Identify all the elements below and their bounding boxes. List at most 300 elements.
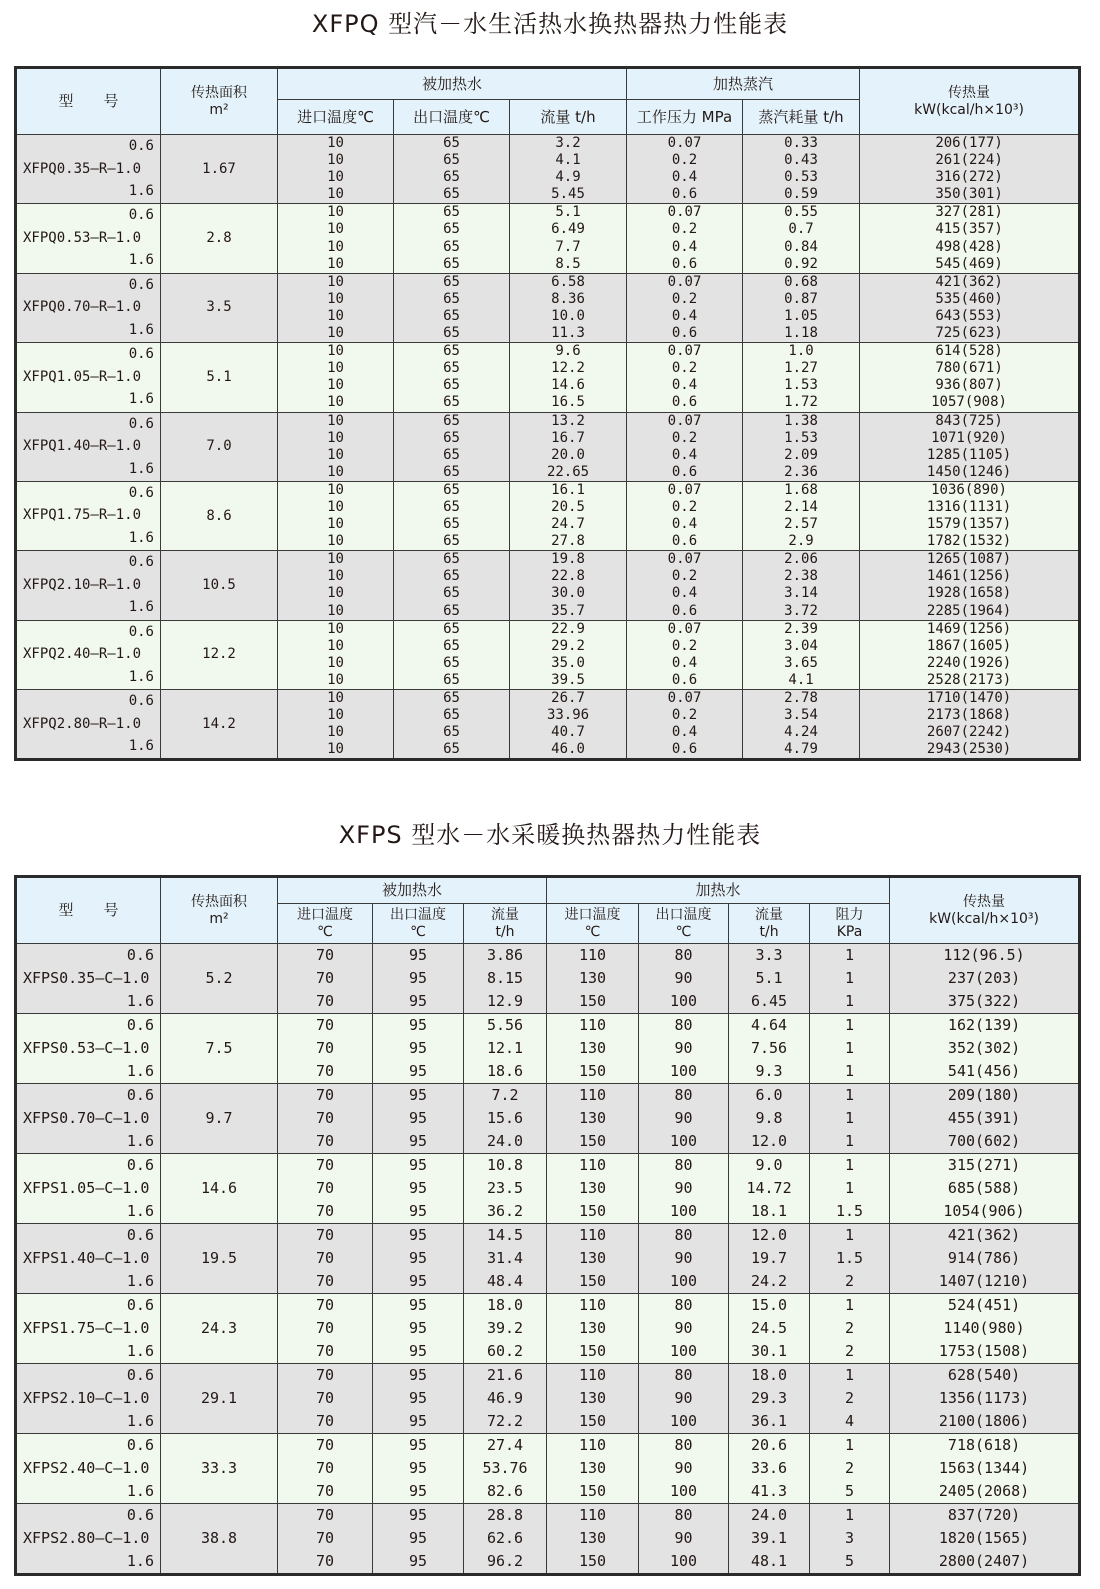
cell-value: 0.2 <box>671 637 698 654</box>
model-cell <box>16 1224 161 1294</box>
pressure-rating-high: 1.6 <box>128 668 154 685</box>
cell-value: 10 <box>327 307 344 324</box>
cell-value: 95 <box>408 1016 428 1034</box>
data-cell <box>639 1154 729 1224</box>
cell-value: 90 <box>674 1529 693 1547</box>
cell-value: 100 <box>669 1132 698 1150</box>
data-cell <box>639 1014 729 1084</box>
model-cell <box>16 1364 161 1434</box>
cell-value: 1 <box>845 1506 855 1524</box>
data-cell <box>373 1364 464 1434</box>
cell-value: 0.4 <box>671 238 698 255</box>
cell-value: 65 <box>443 481 460 498</box>
cell-value: 65 <box>443 602 460 619</box>
model-cell <box>16 690 161 760</box>
cell-value: 10 <box>327 707 344 724</box>
cell-value: 4.9 <box>555 169 581 186</box>
heat-transfer-area: 2.8 <box>161 204 278 273</box>
cell-value: 936(807) <box>935 377 1003 394</box>
data-cell <box>510 690 627 760</box>
cell-value: 0.07 <box>667 135 702 151</box>
header-heating-outlet-temp <box>639 904 729 944</box>
cell-value: 65 <box>443 498 460 515</box>
cell-value: 2 <box>845 1272 855 1290</box>
cell-value: 0.2 <box>671 429 698 446</box>
cell-value: 316(272) <box>935 169 1003 186</box>
data-cell <box>639 1364 729 1434</box>
model-group <box>16 1224 1080 1294</box>
cell-value: 22.9 <box>551 620 585 637</box>
cell-value: 1.05 <box>784 307 818 324</box>
cell-value: 725(623) <box>935 325 1003 342</box>
header-heating-outlet-label: 出口温度 <box>655 906 712 923</box>
data-cell <box>743 620 860 689</box>
cell-value: 21.6 <box>486 1366 524 1384</box>
data-cell <box>729 1504 810 1575</box>
cell-value: 2.38 <box>784 568 818 585</box>
cell-value: 95 <box>408 1179 428 1197</box>
cell-value: 65 <box>443 690 460 706</box>
heat-transfer-area: 29.1 <box>161 1364 278 1434</box>
model-group <box>16 204 1080 273</box>
data-cell <box>373 944 464 1014</box>
pressure-rating-high: 1.6 <box>128 183 154 199</box>
data-cell <box>547 1434 639 1504</box>
cell-value: 1 <box>845 946 855 964</box>
data-cell <box>510 412 627 481</box>
model-name: XFPS1.75—C—1.0 <box>23 1319 150 1337</box>
header-inlet-temp: 进口温度℃ <box>278 100 394 135</box>
cell-value: 1 <box>845 1296 855 1314</box>
cell-value: 0.84 <box>784 238 818 255</box>
cell-value: 1 <box>845 1109 855 1127</box>
data-cell <box>464 1364 547 1434</box>
cell-value: 10 <box>327 325 344 342</box>
cell-value: 0.92 <box>784 255 818 272</box>
header-pressure: 工作压力 MPa <box>627 100 743 135</box>
cell-value: 110 <box>578 1436 607 1454</box>
cell-value: 9.3 <box>755 1062 783 1080</box>
header-heat-unit: kW(kcal/h×10³) <box>929 910 1039 927</box>
cell-value: 65 <box>443 152 460 169</box>
cell-value: 70 <box>315 1529 335 1547</box>
cell-value: 70 <box>315 1296 335 1314</box>
cell-value: 16.5 <box>551 394 585 411</box>
data-cell <box>890 1504 1080 1575</box>
pressure-rating-low: 0.6 <box>128 346 154 363</box>
cell-value: 70 <box>315 1412 335 1430</box>
data-cell <box>278 1154 373 1224</box>
model-name: XFPS0.53—C—1.0 <box>23 1039 150 1057</box>
pressure-rating-high: 1.6 <box>128 460 154 477</box>
data-cell <box>810 1084 890 1154</box>
cell-value: 352(302) <box>947 1039 1021 1057</box>
cell-value: 95 <box>408 1412 428 1430</box>
cell-value: 65 <box>443 307 460 324</box>
cell-value: 1071(920) <box>931 429 1007 446</box>
cell-value: 10 <box>327 671 344 688</box>
data-cell <box>278 481 394 550</box>
cell-value: 2800(2407) <box>938 1552 1030 1570</box>
cell-value: 100 <box>669 1482 698 1500</box>
cell-value: 498(428) <box>935 238 1003 255</box>
cell-value: 100 <box>669 1272 698 1290</box>
cell-value: 130 <box>578 1459 607 1477</box>
cell-value: 35.7 <box>551 602 585 619</box>
cell-value: 70 <box>315 1272 335 1290</box>
cell-value: 27.4 <box>486 1436 524 1454</box>
cell-value: 96.2 <box>486 1552 524 1570</box>
cell-value: 95 <box>408 1062 428 1080</box>
cell-value: 1867(1605) <box>926 637 1012 654</box>
cell-value: 0.4 <box>671 446 698 463</box>
header-flow: 流量 t/h <box>510 100 627 135</box>
cell-value: 0.2 <box>671 360 698 377</box>
data-cell <box>394 273 510 342</box>
cell-value: 1 <box>845 1039 855 1057</box>
data-cell <box>810 1224 890 1294</box>
header-heating-steam: 加热蒸汽 <box>627 68 860 100</box>
cell-value: 53.76 <box>482 1459 528 1477</box>
xfps-performance-table <box>14 875 1081 1576</box>
data-cell <box>890 1154 1080 1224</box>
cell-value: 100 <box>669 992 698 1010</box>
header-area <box>161 877 278 944</box>
cell-value: 1.53 <box>784 377 818 394</box>
table-row <box>16 1364 1080 1434</box>
data-cell <box>510 551 627 620</box>
cell-value: 65 <box>443 221 460 238</box>
cell-value: 4.24 <box>784 724 818 741</box>
cell-value: 0.6 <box>671 602 698 619</box>
data-cell <box>394 620 510 689</box>
cell-value: 95 <box>408 1109 428 1127</box>
data-cell <box>547 1504 639 1575</box>
cell-value: 10 <box>327 221 344 238</box>
cell-value: 1 <box>845 1436 855 1454</box>
cell-value: 130 <box>578 1389 607 1407</box>
data-cell <box>510 343 627 412</box>
cell-value: 100 <box>669 1342 698 1360</box>
cell-value: 95 <box>408 1039 428 1057</box>
cell-value: 70 <box>315 1202 335 1220</box>
model-group <box>16 1504 1080 1575</box>
model-name: XFPQ2.10—R—1.0 <box>23 576 142 593</box>
cell-value: 150 <box>578 1272 607 1290</box>
cell-value: 10 <box>327 637 344 654</box>
data-cell <box>890 1434 1080 1504</box>
cell-value: 0.6 <box>671 255 698 272</box>
cell-value: 10 <box>327 741 344 758</box>
cell-value: 80 <box>674 1156 693 1174</box>
cell-value: 7.2 <box>491 1086 519 1104</box>
pressure-rating-low: 0.6 <box>126 946 154 964</box>
data-cell <box>464 1084 547 1154</box>
cell-value: 65 <box>443 135 460 151</box>
cell-value: 130 <box>578 1319 607 1337</box>
header-area-unit: m² <box>209 910 229 927</box>
cell-value: 1036(890) <box>931 481 1007 498</box>
cell-value: 628(540) <box>947 1366 1021 1384</box>
cell-value: 524(451) <box>947 1296 1021 1314</box>
cell-value: 110 <box>578 1086 607 1104</box>
model-group <box>16 135 1080 204</box>
model-cell <box>16 1154 161 1224</box>
cell-value: 70 <box>315 1226 335 1244</box>
cell-value: 10 <box>327 238 344 255</box>
header-heating-inlet-label: 进口温度 <box>564 906 621 923</box>
cell-value: 545(469) <box>935 255 1003 272</box>
cell-value: 22.8 <box>551 568 585 585</box>
cell-value: 315(271) <box>947 1156 1021 1174</box>
cell-value: 6.0 <box>755 1086 783 1104</box>
model-group <box>16 273 1080 342</box>
data-cell <box>810 1434 890 1504</box>
cell-value: 2.57 <box>784 516 818 533</box>
data-cell <box>394 412 510 481</box>
cell-value: 10 <box>327 463 344 480</box>
model-name: XFPS1.40—C—1.0 <box>23 1249 150 1267</box>
cell-value: 150 <box>578 1342 607 1360</box>
cell-value: 2607(2242) <box>926 724 1012 741</box>
data-cell <box>627 551 743 620</box>
cell-value: 10 <box>327 204 344 221</box>
cell-value: 110 <box>578 1506 607 1524</box>
header-inlet-temp <box>278 904 373 944</box>
cell-value: 10 <box>327 498 344 515</box>
table2-title: XFPS 型水－水采暖换热器热力性能表 <box>338 821 762 849</box>
cell-value: 19.7 <box>750 1249 788 1267</box>
model-cell <box>16 1504 161 1575</box>
cell-value: 10 <box>327 290 344 307</box>
cell-value: 22.65 <box>546 463 590 480</box>
cell-value: 0.33 <box>784 135 818 151</box>
data-cell <box>278 1434 373 1504</box>
cell-value: 1.72 <box>784 394 818 411</box>
header-model: 型 号 <box>16 877 161 944</box>
cell-value: 1461(1256) <box>926 568 1012 585</box>
cell-value: 261(224) <box>935 152 1003 169</box>
cell-value: 14.6 <box>551 377 585 394</box>
cell-value: 110 <box>578 1366 607 1384</box>
model-group <box>16 343 1080 412</box>
cell-value: 90 <box>674 1039 693 1057</box>
cell-value: 82.6 <box>486 1482 524 1500</box>
data-cell <box>639 1224 729 1294</box>
cell-value: 36.1 <box>750 1412 788 1430</box>
data-cell <box>278 343 394 412</box>
cell-value: 0.07 <box>667 481 702 498</box>
cell-value: 1407(1210) <box>938 1272 1030 1290</box>
data-cell <box>394 204 510 273</box>
data-cell <box>860 551 1080 620</box>
cell-value: 12.1 <box>486 1039 524 1057</box>
cell-value: 90 <box>674 969 693 987</box>
cell-value: 70 <box>315 1086 335 1104</box>
data-cell <box>810 1504 890 1575</box>
cell-value: 4 <box>845 1412 855 1430</box>
cell-value: 10 <box>327 516 344 533</box>
cell-value: 65 <box>443 724 460 741</box>
cell-value: 2.78 <box>784 690 818 706</box>
cell-value: 41.3 <box>750 1482 788 1500</box>
table-row <box>16 944 1080 1014</box>
data-cell <box>547 944 639 1014</box>
cell-value: 1.0 <box>788 343 814 360</box>
data-cell <box>860 412 1080 481</box>
cell-value: 100 <box>669 1202 698 1220</box>
table-row <box>16 620 1080 689</box>
cell-value: 1.68 <box>784 481 818 498</box>
pressure-rating-high: 1.6 <box>128 599 154 616</box>
model-name: XFPS0.70—C—1.0 <box>23 1109 150 1127</box>
table-row <box>16 273 1080 342</box>
data-cell <box>743 204 860 273</box>
heat-transfer-area: 9.7 <box>161 1084 278 1154</box>
data-cell <box>729 944 810 1014</box>
cell-value: 95 <box>408 1459 428 1477</box>
data-cell <box>860 690 1080 760</box>
model-name: XFPQ0.53—R—1.0 <box>23 229 142 246</box>
data-cell <box>729 1364 810 1434</box>
header-heating-inlet-unit: ℃ <box>584 923 601 940</box>
cell-value: 0.07 <box>667 343 702 360</box>
header-heated-water: 被加热水 <box>278 68 627 100</box>
data-cell <box>373 1504 464 1575</box>
cell-value: 65 <box>443 360 460 377</box>
cell-value: 10 <box>327 585 344 602</box>
data-cell <box>639 1084 729 1154</box>
cell-value: 65 <box>443 343 460 360</box>
cell-value: 95 <box>408 1552 428 1570</box>
data-cell <box>464 944 547 1014</box>
cell-value: 20.5 <box>551 498 585 515</box>
pressure-rating-low: 0.6 <box>126 1156 154 1174</box>
cell-value: 95 <box>408 1132 428 1150</box>
data-cell <box>510 481 627 550</box>
table-row <box>16 1014 1080 1084</box>
model-cell <box>16 944 161 1014</box>
model-cell <box>16 204 161 273</box>
cell-value: 10 <box>327 169 344 186</box>
data-cell <box>627 412 743 481</box>
cell-value: 80 <box>674 1506 693 1524</box>
cell-value: 1054(906) <box>943 1202 1025 1220</box>
cell-value: 65 <box>443 325 460 342</box>
cell-value: 10 <box>327 377 344 394</box>
cell-value: 3.54 <box>784 707 818 724</box>
cell-value: 31.4 <box>486 1249 524 1267</box>
cell-value: 1 <box>845 1062 855 1080</box>
cell-value: 29.3 <box>750 1389 788 1407</box>
data-cell <box>278 1014 373 1084</box>
header-outlet-temp-unit: ℃ <box>410 923 426 940</box>
cell-value: 0.59 <box>784 186 818 203</box>
cell-value: 2100(1806) <box>938 1412 1030 1430</box>
data-cell <box>860 481 1080 550</box>
data-cell <box>278 412 394 481</box>
xfpq-performance-table <box>14 66 1081 761</box>
header-heat <box>860 68 1080 135</box>
cell-value: 1469(1256) <box>926 620 1012 637</box>
cell-value: 10 <box>327 255 344 272</box>
cell-value: 65 <box>443 533 460 550</box>
cell-value: 5.45 <box>551 186 585 203</box>
data-cell <box>278 1084 373 1154</box>
data-cell <box>860 343 1080 412</box>
cell-value: 48.4 <box>486 1272 524 1290</box>
data-cell <box>547 1224 639 1294</box>
data-cell <box>890 944 1080 1014</box>
cell-value: 14.72 <box>746 1179 792 1197</box>
cell-value: 0.4 <box>671 724 698 741</box>
data-cell <box>278 944 373 1014</box>
data-cell <box>278 690 394 760</box>
model-cell <box>16 273 161 342</box>
cell-value: 130 <box>578 1109 607 1127</box>
cell-value: 150 <box>578 1412 607 1430</box>
cell-value: 5 <box>845 1482 855 1500</box>
model-cell <box>16 343 161 412</box>
cell-value: 80 <box>674 1086 693 1104</box>
cell-value: 70 <box>315 1156 335 1174</box>
cell-value: 65 <box>443 169 460 186</box>
cell-value: 2405(2068) <box>938 1482 1030 1500</box>
pressure-rating-high: 1.6 <box>126 1552 154 1570</box>
pressure-rating-low: 0.6 <box>126 1226 154 1244</box>
cell-value: 20.6 <box>750 1436 788 1454</box>
cell-value: 1356(1173) <box>938 1389 1030 1407</box>
cell-value: 80 <box>674 1436 693 1454</box>
pressure-rating-low: 0.6 <box>128 693 154 709</box>
data-cell <box>373 1294 464 1364</box>
cell-value: 95 <box>408 1249 428 1267</box>
header-outlet-temp <box>373 904 464 944</box>
cell-value: 3.86 <box>486 946 524 964</box>
cell-value: 1928(1658) <box>926 585 1012 602</box>
data-cell <box>627 273 743 342</box>
cell-value: 415(357) <box>935 221 1003 238</box>
header-heating-flow-unit: t/h <box>759 923 779 940</box>
data-cell <box>510 273 627 342</box>
cell-value: 2.06 <box>784 551 818 568</box>
model-name: XFPQ1.75—R—1.0 <box>23 507 142 524</box>
data-cell <box>278 1504 373 1575</box>
cell-value: 100 <box>669 1552 698 1570</box>
cell-value: 110 <box>578 1156 607 1174</box>
cell-value: 35.0 <box>551 654 585 671</box>
header-inlet-temp-unit: ℃ <box>317 923 333 940</box>
cell-value: 33.6 <box>750 1459 788 1477</box>
table-row <box>16 1504 1080 1575</box>
table-row <box>16 412 1080 481</box>
data-cell <box>464 1434 547 1504</box>
cell-value: 65 <box>443 637 460 654</box>
data-cell <box>464 1014 547 1084</box>
pressure-rating-low: 0.6 <box>126 1086 154 1104</box>
model-group <box>16 944 1080 1014</box>
cell-value: 130 <box>578 1039 607 1057</box>
cell-value: 70 <box>315 1482 335 1500</box>
cell-value: 914(786) <box>947 1249 1021 1267</box>
model-group <box>16 481 1080 550</box>
cell-value: 10 <box>327 446 344 463</box>
cell-value: 2.9 <box>788 533 814 550</box>
data-cell <box>810 1014 890 1084</box>
cell-value: 10 <box>327 620 344 637</box>
data-cell <box>627 481 743 550</box>
pressure-rating-low: 0.6 <box>128 623 154 640</box>
